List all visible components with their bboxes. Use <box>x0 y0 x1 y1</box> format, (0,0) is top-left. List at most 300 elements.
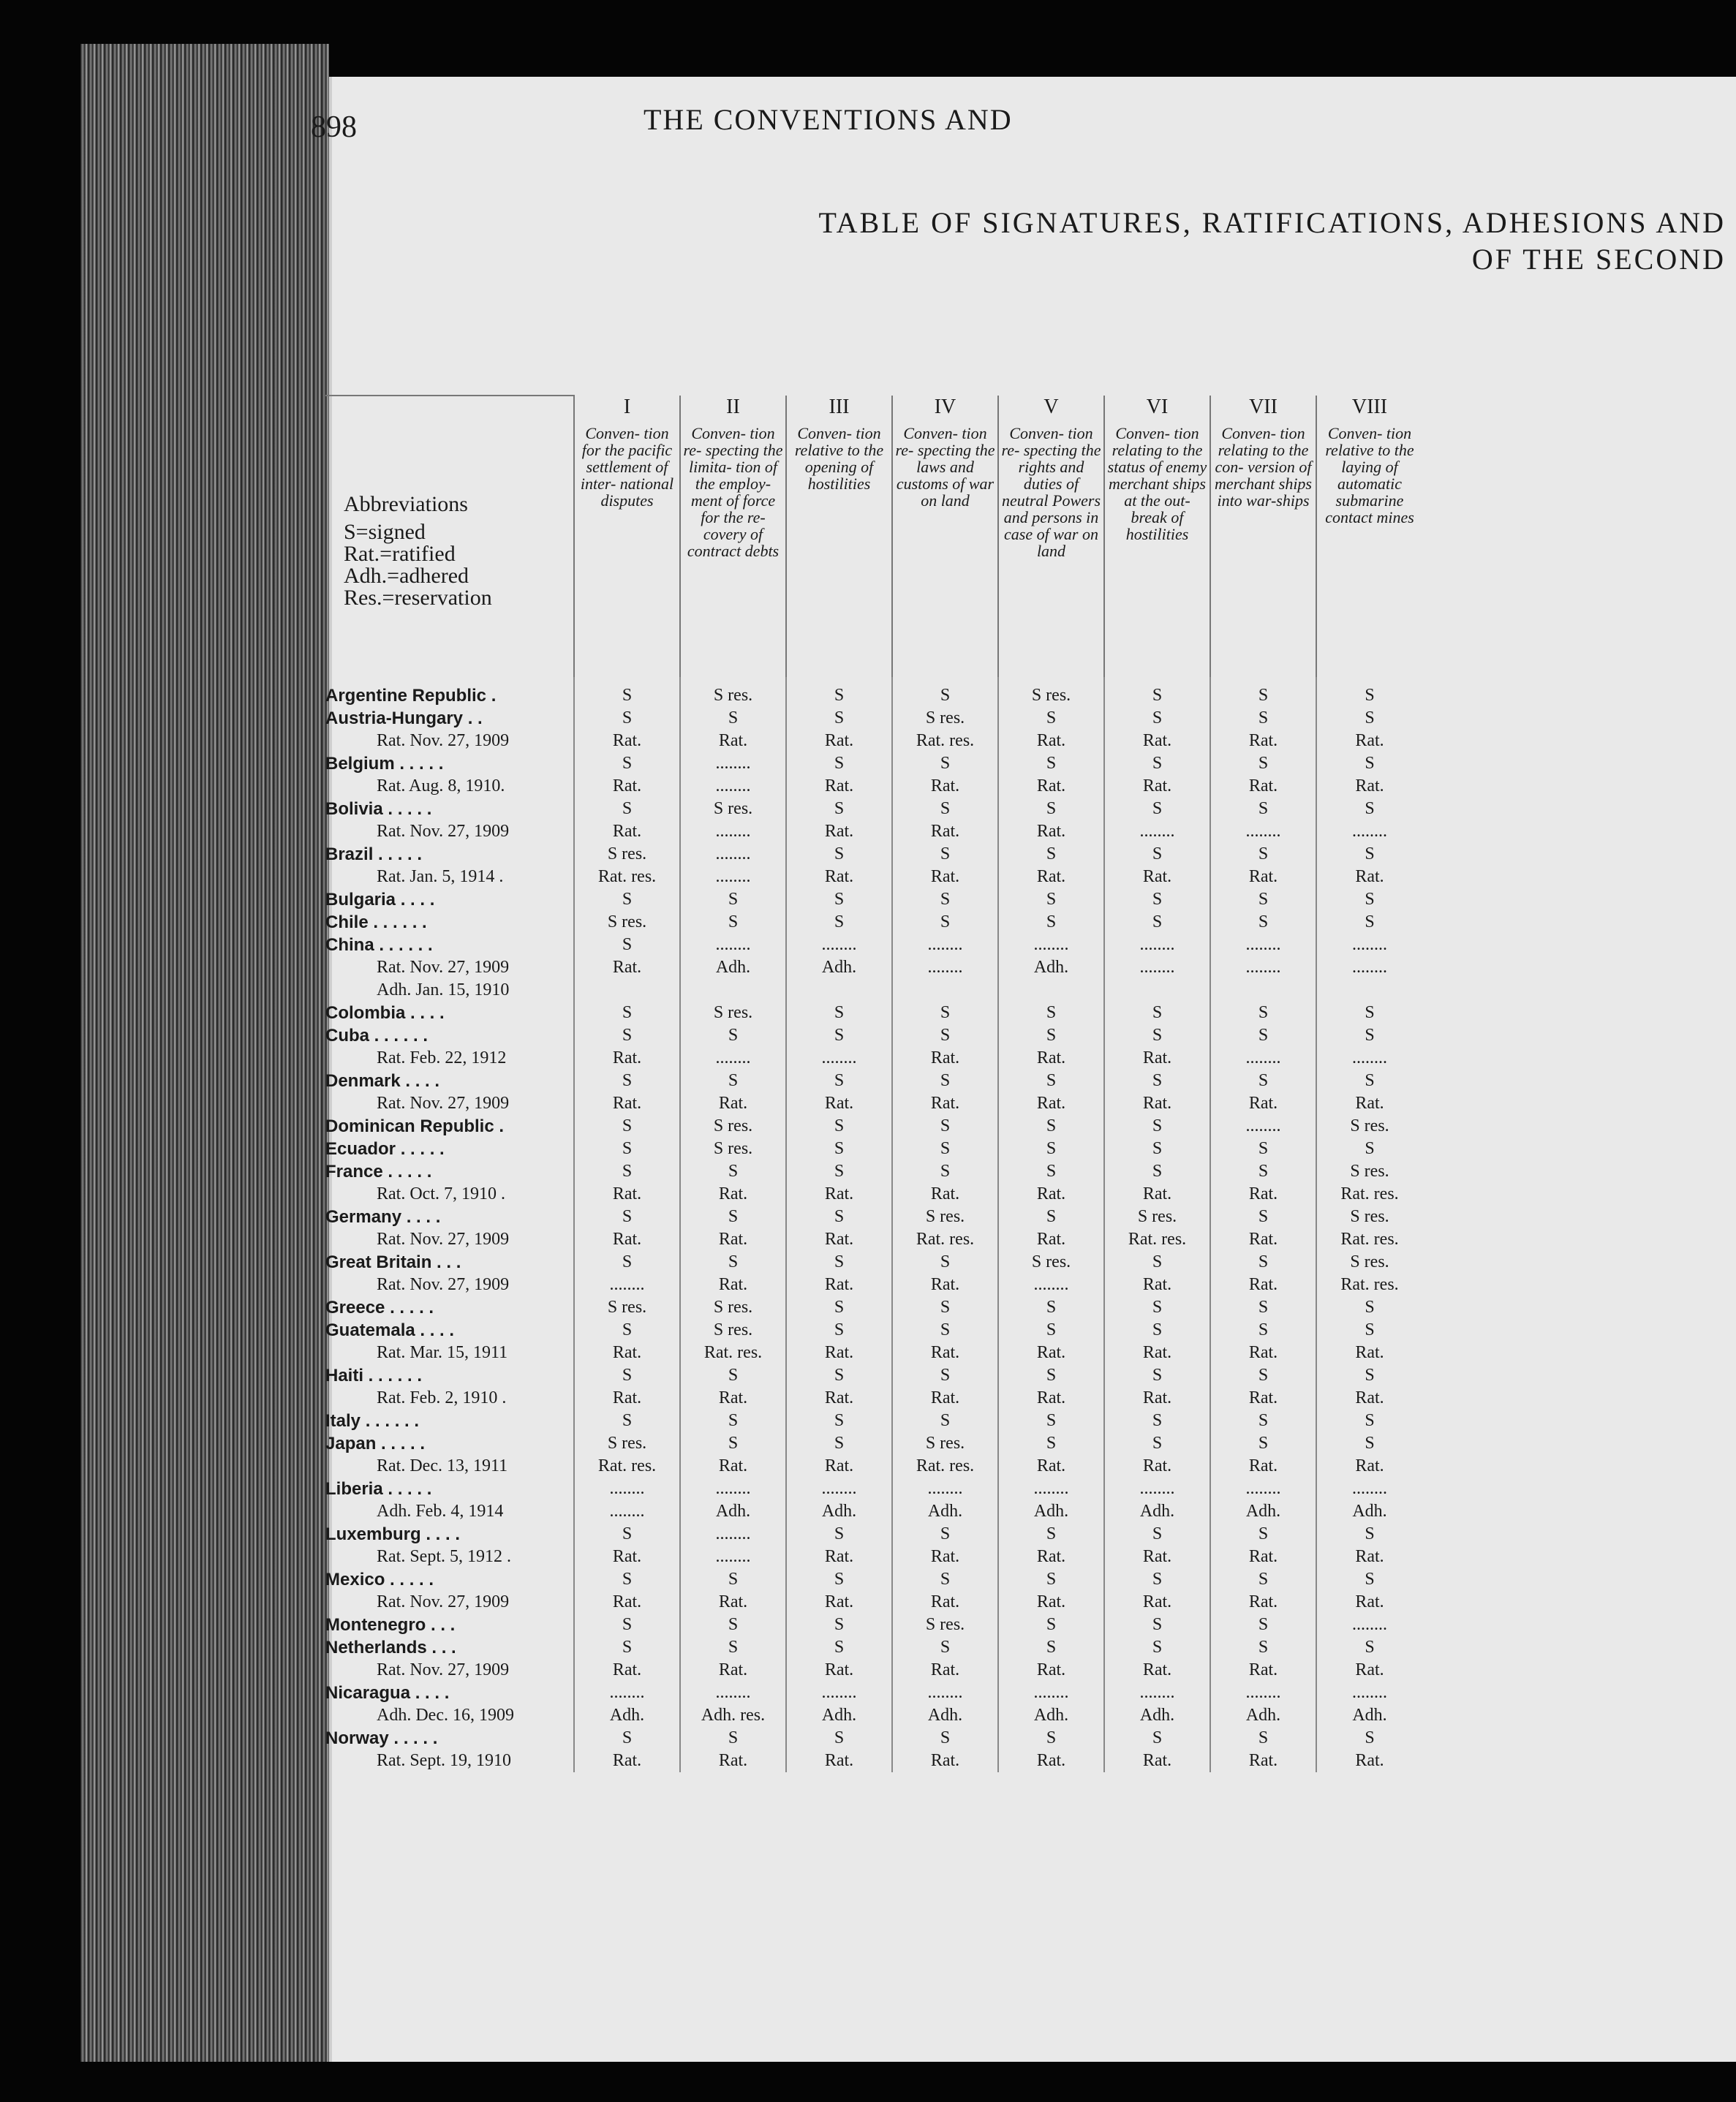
table-row <box>325 677 1422 707</box>
status-cell: S <box>574 1024 680 1047</box>
date-entry: Rat. Nov. 27, 1909 <box>377 822 510 841</box>
date-entry: Rat. Nov. 27, 1909 <box>377 958 510 977</box>
status-cell: S <box>786 1115 892 1138</box>
status-cell: Adh. <box>998 956 1104 979</box>
status-cell: Adh. <box>892 1704 998 1727</box>
country-name: Austria-Hungary . . <box>325 708 483 728</box>
status-cell: S <box>786 1070 892 1092</box>
table-row <box>325 1546 1422 1568</box>
status-cell: ........ <box>786 1682 892 1704</box>
status-cell: Rat. <box>1210 866 1316 888</box>
status-cell: ........ <box>786 1047 892 1070</box>
table-row <box>325 1183 1422 1206</box>
status-cell: Rat. <box>998 1750 1104 1772</box>
status-cell: Rat. <box>1316 730 1422 752</box>
status-cell: S <box>1210 707 1316 730</box>
status-cell: Rat. <box>574 1659 680 1682</box>
status-cell: S <box>998 1523 1104 1546</box>
legend-ratified: Rat.=ratified <box>344 541 456 566</box>
status-cell: S <box>998 1410 1104 1432</box>
status-cell: S <box>1104 752 1210 775</box>
status-cell: Rat. <box>786 775 892 798</box>
status-cell: S <box>998 1727 1104 1750</box>
country-name: Colombia . . . . <box>325 1003 445 1023</box>
column-number: VII <box>1210 396 1316 425</box>
status-cell: S res. <box>680 677 786 707</box>
status-cell: S <box>892 1319 998 1342</box>
country-name: Luxemburg . . . . <box>325 1524 461 1544</box>
table-row <box>325 1682 1422 1704</box>
status-cell: S <box>1316 1523 1422 1546</box>
status-cell: ........ <box>680 820 786 843</box>
status-cell: Rat. <box>680 1659 786 1682</box>
status-cell: S <box>892 1160 998 1183</box>
status-cell: S <box>1210 888 1316 911</box>
column-description: Conven- tion relating to the con- version of merchant ships into war-ships <box>1210 425 1316 677</box>
status-cell: ........ <box>1104 934 1210 956</box>
status-cell: Adh. <box>892 1500 998 1523</box>
status-cell: S <box>1316 1070 1422 1092</box>
status-cell: S <box>892 843 998 866</box>
status-cell: S <box>574 1364 680 1387</box>
status-cell: Rat. <box>680 1228 786 1251</box>
status-cell: S <box>892 1024 998 1047</box>
status-cell: Rat. <box>574 1228 680 1251</box>
status-cell: ........ <box>1316 1614 1422 1636</box>
status-cell: S <box>1210 1070 1316 1092</box>
table-row <box>325 1568 1422 1591</box>
table-title-line-2: OF THE SECOND <box>1471 243 1726 276</box>
status-cell: S <box>1104 1024 1210 1047</box>
status-cell: S <box>680 1024 786 1047</box>
status-cell: Rat. <box>574 775 680 798</box>
table-row <box>325 798 1422 820</box>
status-cell: S <box>680 1410 786 1432</box>
status-cell: S <box>786 1024 892 1047</box>
running-head: THE CONVENTIONS AND <box>644 103 1013 136</box>
status-cell: S <box>786 1523 892 1546</box>
status-cell: S <box>1210 843 1316 866</box>
status-cell: S <box>892 911 998 934</box>
status-cell: S <box>1316 677 1422 707</box>
status-cell: S <box>892 1070 998 1092</box>
column-description-row <box>325 425 1422 677</box>
table-row <box>325 1319 1422 1342</box>
country-name: Chile . . . . . . <box>325 912 427 932</box>
table-row <box>325 1659 1422 1682</box>
status-cell: Rat. <box>1210 1387 1316 1410</box>
status-cell: S res. <box>892 1614 998 1636</box>
status-cell: ........ <box>786 934 892 956</box>
status-cell: Rat. <box>1104 1591 1210 1614</box>
status-cell: S <box>998 843 1104 866</box>
status-cell: Rat. <box>680 1455 786 1478</box>
status-cell: Rat. <box>786 1750 892 1772</box>
date-entry: Rat. Nov. 27, 1909 <box>377 1660 510 1679</box>
column-number: VI <box>1104 396 1210 425</box>
country-name: Norway . . . . . <box>325 1728 438 1748</box>
status-cell: S res. <box>998 677 1104 707</box>
status-cell: S <box>574 888 680 911</box>
status-cell: S <box>574 752 680 775</box>
status-cell: S <box>574 798 680 820</box>
status-cell: ........ <box>1210 1682 1316 1704</box>
status-cell: S <box>786 752 892 775</box>
date-entry: Rat. Oct. 7, 1910 . <box>377 1184 505 1203</box>
status-cell: ........ <box>680 934 786 956</box>
table-row <box>325 888 1422 911</box>
status-cell: Adh. <box>1316 1704 1422 1727</box>
status-cell: Rat. <box>1316 1659 1422 1682</box>
status-cell: Rat. res. <box>1316 1274 1422 1296</box>
country-name: Mexico . . . . . <box>325 1570 434 1589</box>
status-cell: Rat. res. <box>1316 1228 1422 1251</box>
status-cell: S <box>1104 1432 1210 1455</box>
status-cell: S <box>1316 1296 1422 1319</box>
status-cell: Rat. <box>786 1228 892 1251</box>
status-cell: ........ <box>680 1478 786 1500</box>
status-cell: Rat. <box>1210 1750 1316 1772</box>
status-cell: S <box>998 888 1104 911</box>
status-cell: Rat. <box>892 1274 998 1296</box>
status-cell: Rat. <box>1210 1228 1316 1251</box>
status-cell: S <box>786 1138 892 1160</box>
status-cell: Rat. <box>786 1546 892 1568</box>
date-entry: Rat. Aug. 8, 1910. <box>377 776 505 795</box>
status-cell: S <box>1210 1432 1316 1455</box>
status-cell: Rat. res. <box>574 866 680 888</box>
status-cell: S <box>1316 1432 1422 1455</box>
status-cell: S res. <box>1104 1206 1210 1228</box>
column-description: Conven- tion re- specting the laws and customs of war on land <box>892 425 998 677</box>
status-cell: ........ <box>1210 934 1316 956</box>
status-cell: S <box>1316 1636 1422 1659</box>
table-row <box>325 979 1422 1002</box>
status-cell: Rat. <box>786 1342 892 1364</box>
column-number: II <box>680 396 786 425</box>
country-name: Belgium . . . . . <box>325 754 444 774</box>
status-cell: Rat. res. <box>892 730 998 752</box>
status-cell: S <box>892 1523 998 1546</box>
status-cell: S res. <box>998 1251 1104 1274</box>
table-row <box>325 911 1422 934</box>
status-cell: S <box>680 888 786 911</box>
status-cell: S <box>892 798 998 820</box>
status-cell: S <box>1210 1138 1316 1160</box>
status-cell: S <box>574 1138 680 1160</box>
status-cell: S res. <box>574 1432 680 1455</box>
status-cell: S <box>1104 1410 1210 1432</box>
table-row <box>325 1478 1422 1500</box>
status-cell: S <box>680 1727 786 1750</box>
status-cell: S <box>786 1296 892 1319</box>
status-cell: Rat. <box>1316 1342 1422 1364</box>
status-cell: ........ <box>574 1478 680 1500</box>
status-cell: Rat. <box>574 1342 680 1364</box>
status-cell: S <box>1316 843 1422 866</box>
status-cell: Rat. res. <box>892 1455 998 1478</box>
status-cell: Rat. <box>998 1546 1104 1568</box>
table-row <box>325 1138 1422 1160</box>
status-cell: S <box>1316 1727 1422 1750</box>
status-cell: S <box>1316 1319 1422 1342</box>
column-description: Conven- tion re- specting the limita- tion of the employ- ment of force for the re- covery of contract debts <box>680 425 786 677</box>
status-cell: Rat. <box>680 1274 786 1296</box>
status-cell: S <box>1104 843 1210 866</box>
date-entry: Rat. Jan. 5, 1914 . <box>377 867 504 886</box>
table-title <box>483 205 1726 278</box>
status-cell: S <box>1210 1568 1316 1591</box>
status-cell: Rat. <box>680 730 786 752</box>
status-cell: S res. <box>1316 1115 1422 1138</box>
status-cell: S <box>1210 798 1316 820</box>
column-number: V <box>998 396 1104 425</box>
page-number: 898 <box>311 110 357 144</box>
status-cell: Rat. <box>892 1342 998 1364</box>
status-cell: S res. <box>892 707 998 730</box>
date-entry: Rat. Dec. 13, 1911 <box>377 1456 508 1475</box>
status-cell: ........ <box>1316 1047 1422 1070</box>
status-cell: Rat. <box>1210 1092 1316 1115</box>
column-description: Conven- tion re- specting the rights and duties of neutral Powers and persons in case of war on land <box>998 425 1104 677</box>
status-cell: Rat. <box>1316 1092 1422 1115</box>
status-cell: Rat. <box>892 1750 998 1772</box>
status-cell: Rat. <box>892 866 998 888</box>
status-cell: S <box>574 677 680 707</box>
table-row <box>325 1432 1422 1455</box>
status-cell: Rat. <box>998 775 1104 798</box>
status-cell: Rat. <box>1104 1274 1210 1296</box>
status-cell: ........ <box>680 866 786 888</box>
status-cell: S <box>1104 1614 1210 1636</box>
status-cell: S <box>1104 1364 1210 1387</box>
status-cell: ........ <box>1210 1047 1316 1070</box>
status-cell: S <box>1104 1523 1210 1546</box>
status-cell: Rat. <box>574 730 680 752</box>
status-cell: Rat. <box>1104 730 1210 752</box>
country-name: Liberia . . . . . <box>325 1479 432 1499</box>
status-cell: S <box>1210 1024 1316 1047</box>
column-number: III <box>786 396 892 425</box>
status-cell: Rat. <box>680 1183 786 1206</box>
status-cell: S <box>1104 677 1210 707</box>
status-cell: Rat. <box>574 1546 680 1568</box>
status-cell: ........ <box>892 934 998 956</box>
table-row <box>325 1727 1422 1750</box>
column-number: IV <box>892 396 998 425</box>
status-cell: Rat. <box>786 1455 892 1478</box>
country-name: Italy . . . . . . <box>325 1411 420 1431</box>
status-cell: S res. <box>1316 1160 1422 1183</box>
status-cell: Rat. <box>574 820 680 843</box>
status-cell: S <box>1316 1138 1422 1160</box>
status-cell: S res. <box>680 798 786 820</box>
status-cell: Rat. <box>998 1092 1104 1115</box>
status-cell: Rat. <box>998 1387 1104 1410</box>
table-row <box>325 1614 1422 1636</box>
status-cell: S res. <box>892 1432 998 1455</box>
country-name: Guatemala . . . . <box>325 1320 455 1340</box>
status-cell: Rat. <box>786 1092 892 1115</box>
status-cell: ........ <box>1104 956 1210 979</box>
status-cell: Rat. <box>1210 775 1316 798</box>
status-cell: Rat. <box>1104 1047 1210 1070</box>
status-cell: S res. <box>680 1138 786 1160</box>
status-cell: ........ <box>998 1478 1104 1500</box>
status-cell: S res. <box>680 1002 786 1024</box>
status-cell: S <box>1104 888 1210 911</box>
status-cell: S <box>892 1410 998 1432</box>
legend-cell <box>325 425 574 677</box>
country-name: Great Britain . . . <box>325 1252 461 1272</box>
table-row <box>325 1410 1422 1432</box>
status-cell: Rat. <box>1316 1387 1422 1410</box>
status-cell: S <box>786 677 892 707</box>
date-entry: Adh. Feb. 4, 1914 <box>377 1502 504 1521</box>
status-cell: Adh. <box>680 956 786 979</box>
status-cell: Rat. <box>1104 1092 1210 1115</box>
status-cell: Rat. <box>786 1274 892 1296</box>
status-cell: Adh. <box>1104 1704 1210 1727</box>
status-cell: S <box>1210 1206 1316 1228</box>
status-cell: Rat. <box>786 820 892 843</box>
date-entry: Rat. Nov. 27, 1909 <box>377 1230 510 1249</box>
status-cell: Rat. <box>1104 1183 1210 1206</box>
table-row <box>325 1342 1422 1364</box>
status-cell: S <box>786 1319 892 1342</box>
table-row <box>325 1274 1422 1296</box>
status-cell: S <box>786 1160 892 1183</box>
status-cell: Rat. <box>1316 1546 1422 1568</box>
status-cell: Rat. <box>786 1659 892 1682</box>
table-row <box>325 1750 1422 1772</box>
status-cell: S <box>680 1636 786 1659</box>
table-row <box>325 866 1422 888</box>
status-cell: ........ <box>1210 820 1316 843</box>
status-cell: ........ <box>1210 1478 1316 1500</box>
status-cell: S <box>998 1115 1104 1138</box>
status-cell: Rat. <box>786 1183 892 1206</box>
status-cell: Rat. <box>574 1047 680 1070</box>
status-cell: S <box>574 934 680 956</box>
status-cell: Rat. <box>998 1228 1104 1251</box>
status-cell: S <box>1316 911 1422 934</box>
status-cell: S <box>892 1636 998 1659</box>
status-cell: S <box>892 677 998 707</box>
country-name: Haiti . . . . . . <box>325 1366 423 1385</box>
status-cell: S <box>1104 911 1210 934</box>
status-cell: S res. <box>1316 1206 1422 1228</box>
status-cell: S <box>680 1432 786 1455</box>
column-description: Conven- tion relative to the laying of automatic submarine contact mines <box>1316 425 1422 677</box>
status-cell: S <box>1104 1251 1210 1274</box>
status-cell: Adh. <box>574 1704 680 1727</box>
status-cell <box>574 979 680 1002</box>
status-cell: ........ <box>1104 1682 1210 1704</box>
status-cell: Rat. res. <box>1316 1183 1422 1206</box>
status-cell: ........ <box>892 1682 998 1704</box>
table-row <box>325 1387 1422 1410</box>
status-cell: S <box>786 888 892 911</box>
status-cell: Rat. <box>998 820 1104 843</box>
status-cell: Adh. <box>680 1500 786 1523</box>
status-cell: Rat. <box>574 956 680 979</box>
status-cell: Rat. <box>574 1183 680 1206</box>
status-cell: S <box>786 1002 892 1024</box>
status-cell: Rat. <box>1104 1750 1210 1772</box>
status-cell: S <box>1210 1319 1316 1342</box>
status-cell: S <box>892 1568 998 1591</box>
status-cell: S <box>892 1364 998 1387</box>
status-cell: S <box>998 1296 1104 1319</box>
country-name: Netherlands . . . <box>325 1638 456 1657</box>
status-cell: S <box>1104 1568 1210 1591</box>
status-cell: S <box>574 1251 680 1274</box>
status-cell: Rat. <box>786 1591 892 1614</box>
status-cell: S <box>998 1636 1104 1659</box>
status-cell: S <box>786 1614 892 1636</box>
status-cell: ........ <box>1210 1115 1316 1138</box>
status-cell: S <box>1210 1251 1316 1274</box>
status-cell: S <box>574 1160 680 1183</box>
column-description: Conven- tion relative to the opening of hostilities <box>786 425 892 677</box>
status-cell: S <box>1316 1024 1422 1047</box>
table-row <box>325 1591 1422 1614</box>
status-cell: S <box>1210 1160 1316 1183</box>
status-cell: ........ <box>998 934 1104 956</box>
status-cell: ........ <box>680 843 786 866</box>
status-cell: Rat. <box>1210 1455 1316 1478</box>
status-cell: Rat. <box>892 1092 998 1115</box>
country-name: Montenegro . . . <box>325 1615 456 1635</box>
status-cell: Rat. <box>998 1183 1104 1206</box>
status-cell: Rat. <box>680 1591 786 1614</box>
status-cell: Rat. <box>574 1750 680 1772</box>
status-cell: Rat. <box>892 1047 998 1070</box>
status-cell: ........ <box>574 1274 680 1296</box>
status-cell: Rat. <box>1316 1455 1422 1478</box>
status-cell: S <box>892 1727 998 1750</box>
status-cell: S <box>998 1432 1104 1455</box>
status-cell: Rat. <box>1210 1183 1316 1206</box>
status-cell: S <box>892 888 998 911</box>
status-cell: S <box>680 1364 786 1387</box>
status-cell: ........ <box>998 1274 1104 1296</box>
status-cell: ........ <box>1316 1682 1422 1704</box>
table-row <box>325 1002 1422 1024</box>
table-row <box>325 1047 1422 1070</box>
status-cell: S <box>786 1410 892 1432</box>
table-row <box>325 1364 1422 1387</box>
status-cell: S <box>998 1206 1104 1228</box>
table-row <box>325 1500 1422 1523</box>
status-cell: ........ <box>786 1478 892 1500</box>
status-cell: Rat. <box>1104 1455 1210 1478</box>
status-cell: S <box>1316 888 1422 911</box>
status-cell: S <box>786 1636 892 1659</box>
date-entry: Rat. Mar. 15, 1911 <box>377 1343 508 1362</box>
status-cell: Rat. <box>892 1183 998 1206</box>
status-cell: S <box>1210 1410 1316 1432</box>
table-row <box>325 1228 1422 1251</box>
country-name: Cuba . . . . . . <box>325 1026 429 1046</box>
status-cell: ........ <box>1104 1478 1210 1500</box>
legend-reservation: Res.=reservation <box>344 585 492 610</box>
status-cell: S <box>1316 1364 1422 1387</box>
status-cell: Rat. <box>680 1387 786 1410</box>
status-cell: S <box>574 1319 680 1342</box>
table-row <box>325 1455 1422 1478</box>
